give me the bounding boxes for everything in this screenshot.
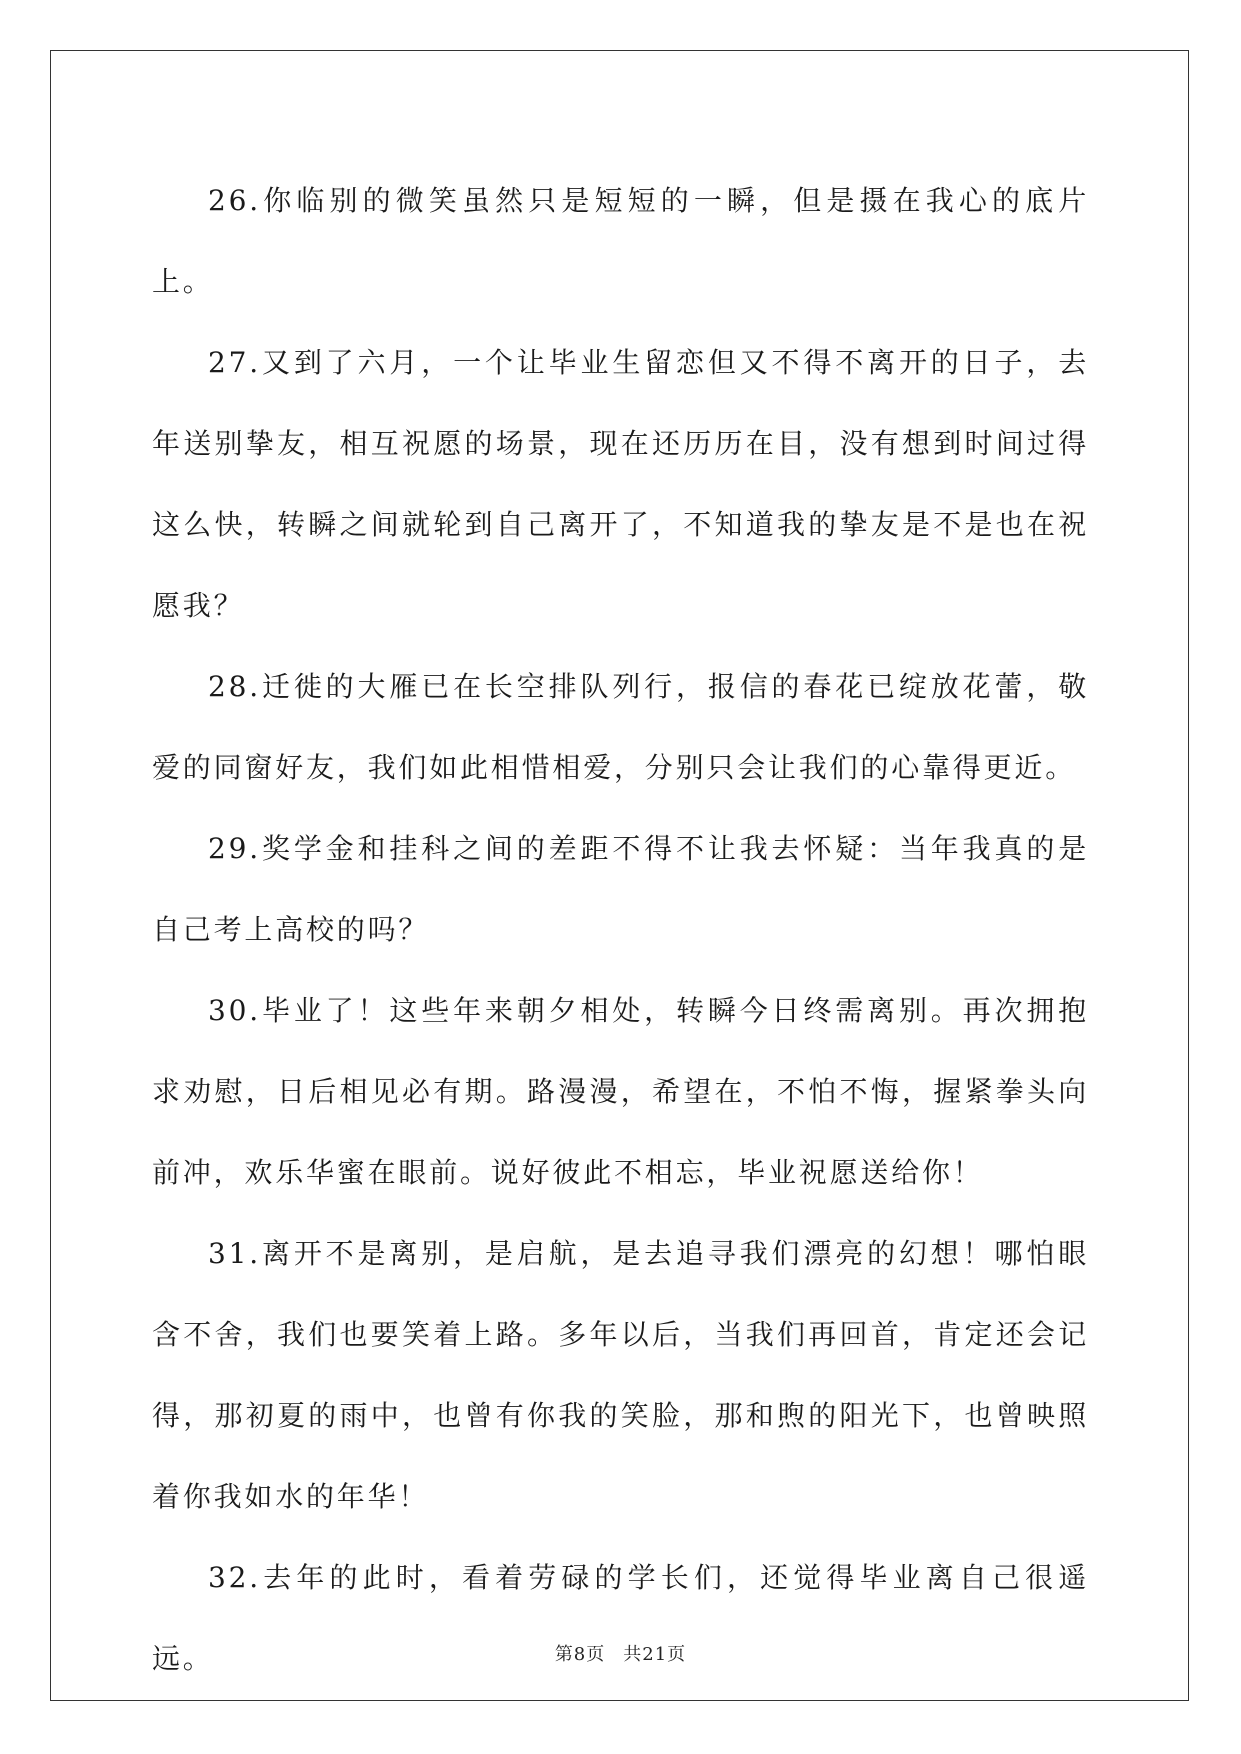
- page-footer: [0, 1640, 1241, 1666]
- paragraph-32: 32.去年的此时，看着劳碌的学长们，还觉得毕业离自己很遥远。: [152, 1561, 1089, 1675]
- page-number-total: 共21页: [623, 1644, 687, 1665]
- paragraph-28: 28.迁徙的大雁已在长空排队列行，报信的春花已绽放花蕾，敬爱的同窗好友，我们如此相惜相爱，分别只会让我们的心靠得更近。: [152, 670, 1089, 784]
- paragraph-26: 26.你临别的微笑虽然只是短短的一瞬，但是摄在我心的底片上。: [152, 184, 1089, 298]
- paragraph-30: 30.毕业了！这些年来朝夕相处，转瞬今日终需离别。再次拥抱求劝慰，日后相见必有期。路漫漫，希望在，不怕不悔，握紧拳头向前冲，欢乐华蜜在眼前。说好彼此不相忘，毕业祝愿送给你！: [152, 994, 1089, 1189]
- page-number-current: 第8页: [554, 1644, 606, 1665]
- document-body: [152, 160, 1089, 1699]
- paragraph-27: 27.又到了六月，一个让毕业生留恋但又不得不离开的日子，去年送别挚友，相互祝愿的场景，现在还历历在目，没有想到时间过得这么快，转瞬之间就轮到自己离开了，不知道我的挚友是不是也在祝愿我？: [152, 346, 1089, 622]
- paragraph-31: 31.离开不是离别，是启航，是去追寻我们漂亮的幻想！哪怕眼含不舍，我们也要笑着上路。多年以后，当我们再回首，肯定还会记得，那初夏的雨中，也曾有你我的笑脸，那和煦的阳光下，也曾映照着你我如水的年华！: [152, 1237, 1089, 1513]
- paragraph-29: 29.奖学金和挂科之间的差距不得不让我去怀疑：当年我真的是自己考上高校的吗？: [152, 832, 1089, 946]
